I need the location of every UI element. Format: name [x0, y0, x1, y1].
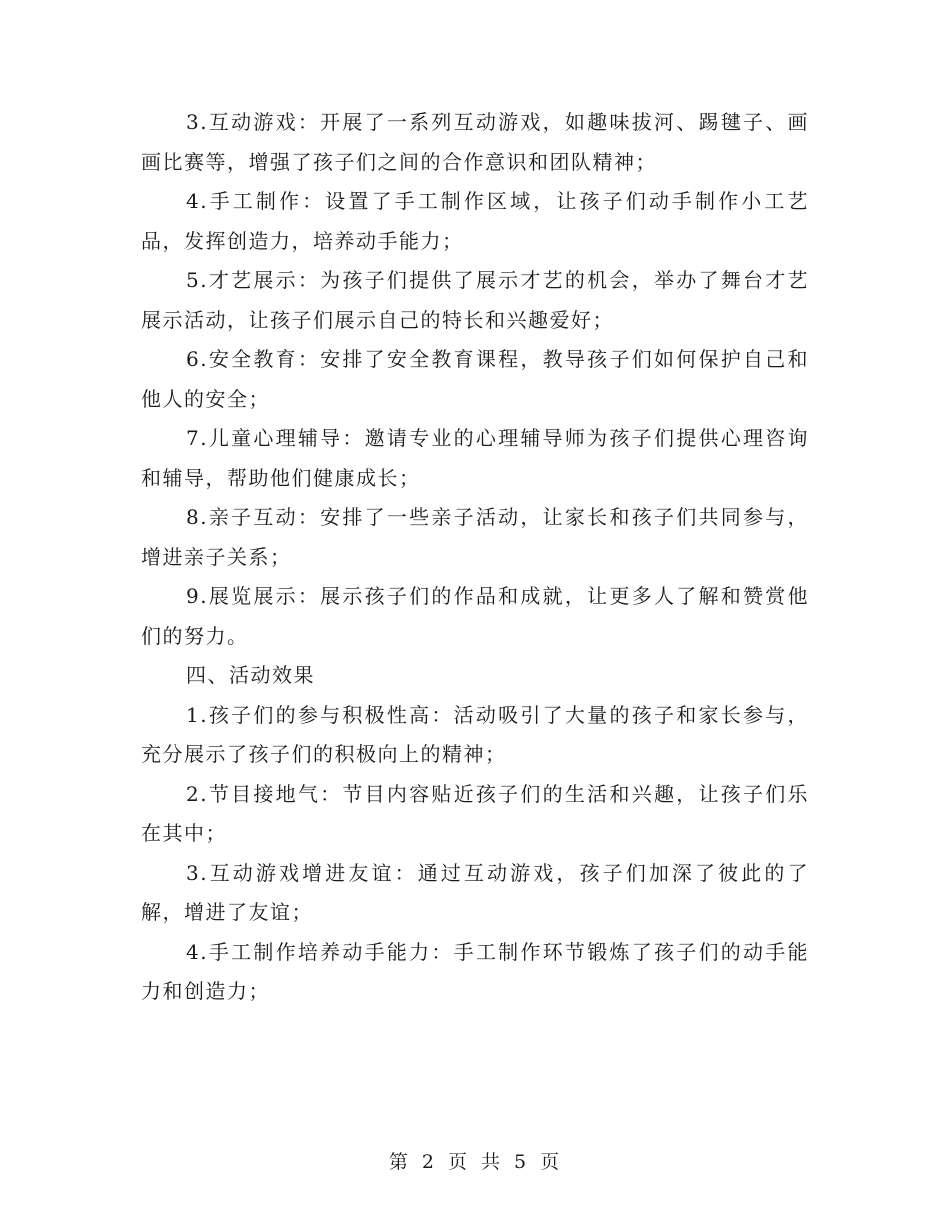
paragraph-result-3: 3.互动游戏增进友谊：通过互动游戏，孩子们加深了彼此的了解，增进了友谊；	[141, 860, 809, 924]
paragraph-result-1: 1.孩子们的参与积极性高：活动吸引了大量的孩子和家长参与，充分展示了孩子们的积极向上的精神；	[141, 702, 809, 766]
paragraph-activity-3: 3.互动游戏：开展了一系列互动游戏，如趣味拔河、踢毽子、画画比赛等，增强了孩子们之间的合作意识和团队精神；	[141, 110, 809, 174]
paragraph-result-4: 4.手工制作培养动手能力：手工制作环节锻炼了孩子们的动手能力和创造力；	[141, 939, 809, 1003]
document-body	[141, 103, 809, 1012]
paragraph-activity-7: 7.儿童心理辅导：邀请专业的心理辅导师为孩子们提供心理咨询和辅导，帮助他们健康成长；	[141, 426, 809, 490]
paragraph-activity-5: 5.才艺展示：为孩子们提供了展示才艺的机会，举办了舞台才艺展示活动，让孩子们展示自己的特长和兴趣爱好；	[141, 268, 809, 332]
paragraph-result-2: 2.节目接地气：节目内容贴近孩子们的生活和兴趣，让孩子们乐在其中；	[141, 781, 809, 845]
paragraph-activity-6: 6.安全教育：安排了安全教育课程，教导孩子们如何保护自己和他人的安全；	[141, 347, 809, 411]
paragraph-activity-4: 4.手工制作：设置了手工制作区域，让孩子们动手制作小工艺品，发挥创造力，培养动手能力；	[141, 189, 809, 253]
page-number-footer: 第 2 页 共 5 页	[388, 1151, 562, 1173]
section-heading-results: 四、活动效果	[186, 663, 315, 687]
paragraph-activity-8: 8.亲子互动：安排了一些亲子活动，让家长和孩子们共同参与，增进亲子关系；	[141, 505, 809, 569]
paragraph-activity-9: 9.展览展示：展示孩子们的作品和成就，让更多人了解和赞赏他们的努力。	[141, 584, 809, 648]
